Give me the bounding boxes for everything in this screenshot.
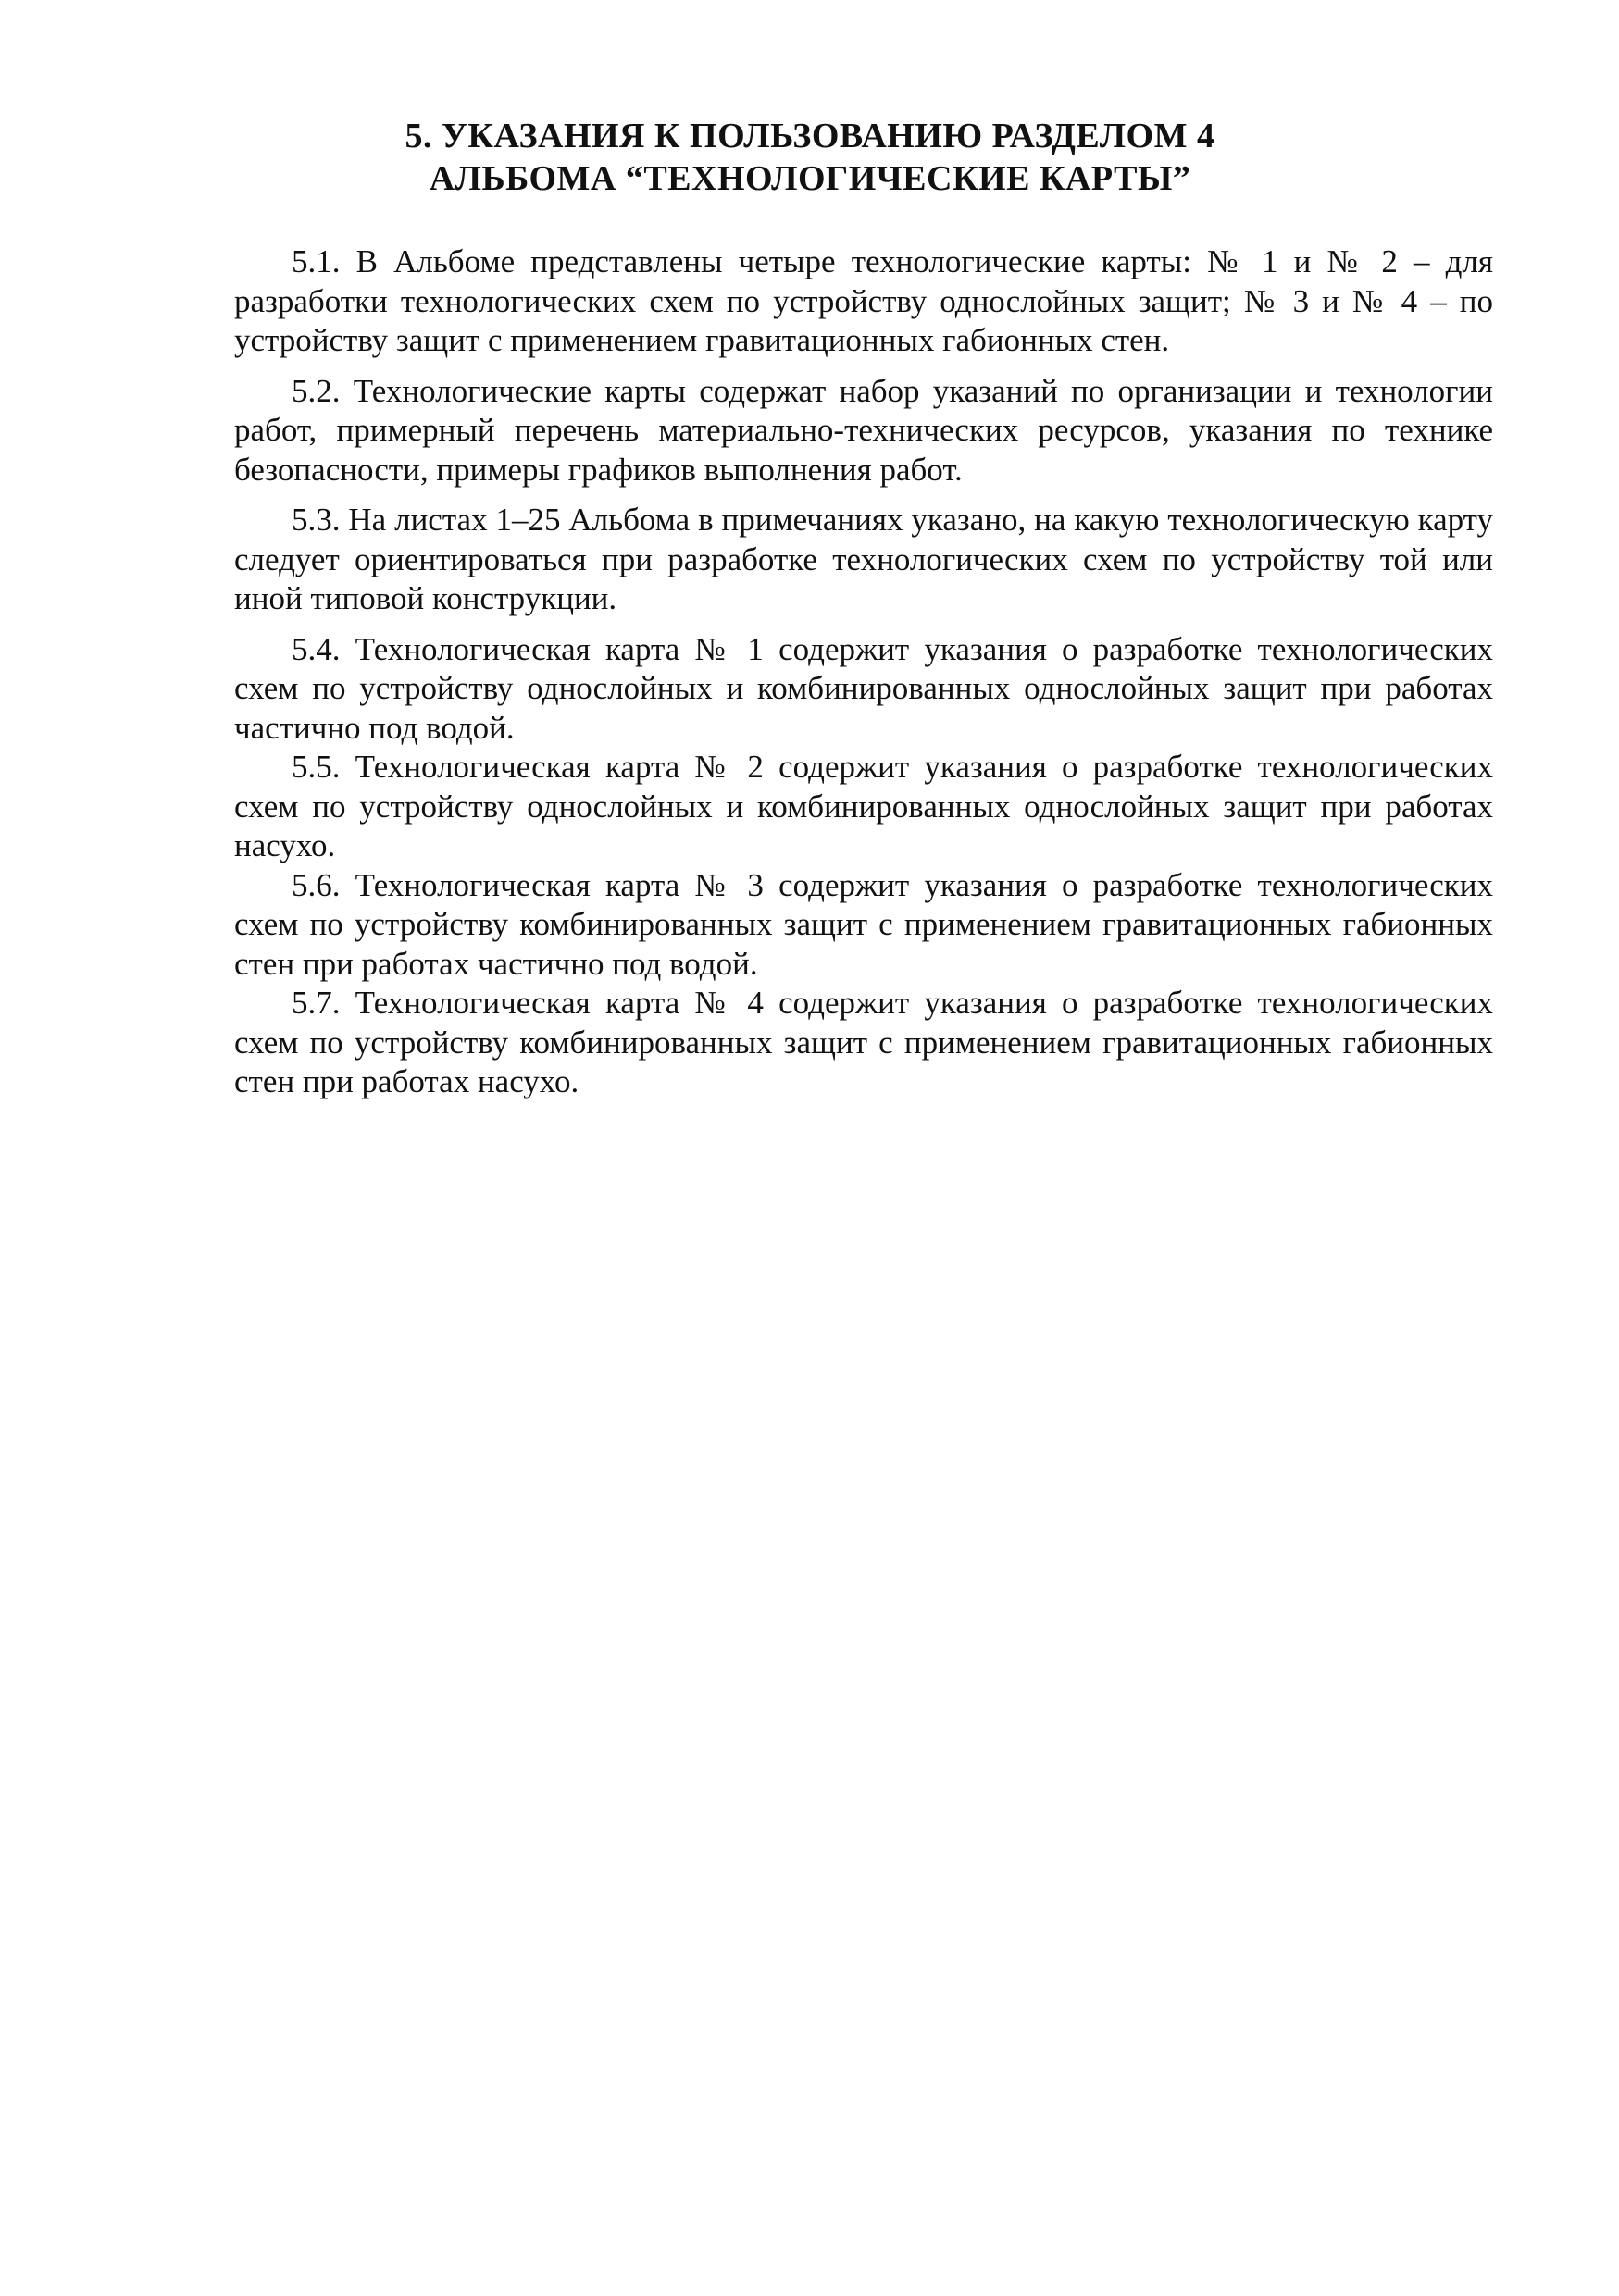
paragraph-5-4: 5.4. Технологическая карта № 1 содержит указания о разработке технологических схем по устройству однослойных и комбинированных однослойных защит при работах частично под водой. [234, 630, 1493, 746]
paragraph-5-6: 5.6. Технологическая карта № 3 содержит указания о разработке технологических схем по устройству комбинированных защит с применением гравитационных габионных стен при работах частично под водой. [234, 866, 1493, 982]
section-body [234, 242, 1493, 1102]
paragraph-5-2: 5.2. Технологические карты содержат набор указаний по организации и технологии работ, примерный перечень материально-технических ресурсов, указания по технике безопасности, примеры графиков выполнения работ. [234, 372, 1493, 488]
paragraph-5-7: 5.7. Технологическая карта № 4 содержит указания о разработке технологических схем по устройству комбинированных защит с применением гравитационных габионных стен при работах насухо. [234, 985, 1493, 1099]
paragraph-5-1: 5.1. В Альбоме представлены четыре технологические карты: № 1 и № 2 – для разработки технологических схем по устройству однослойных защит; № 3 и № 4 – по устройству защит с применением гравитационных габионных стен. [234, 243, 1493, 358]
paragraph-5-5: 5.5. Технологическая карта № 2 содержит указания о разработке технологических схем по устройству однослойных и комбинированных однослойных защит при работах насухо. [234, 749, 1493, 863]
paragraph-5-3: 5.3. На листах 1–25 Альбома в примечаниях указано, на какую технологическую карту следует ориентироваться при разработке технологических схем по устройству той или иной типовой конструкции. [234, 502, 1493, 616]
section-title-line-1: 5. УКАЗАНИЯ К ПОЛЬЗОВАНИЮ РАЗДЕЛОМ 4 [405, 117, 1215, 155]
section-title-line-2: АЛЬБОМА “ТЕХНОЛОГИЧЕСКИЕ КАРТЫ” [429, 159, 1191, 198]
